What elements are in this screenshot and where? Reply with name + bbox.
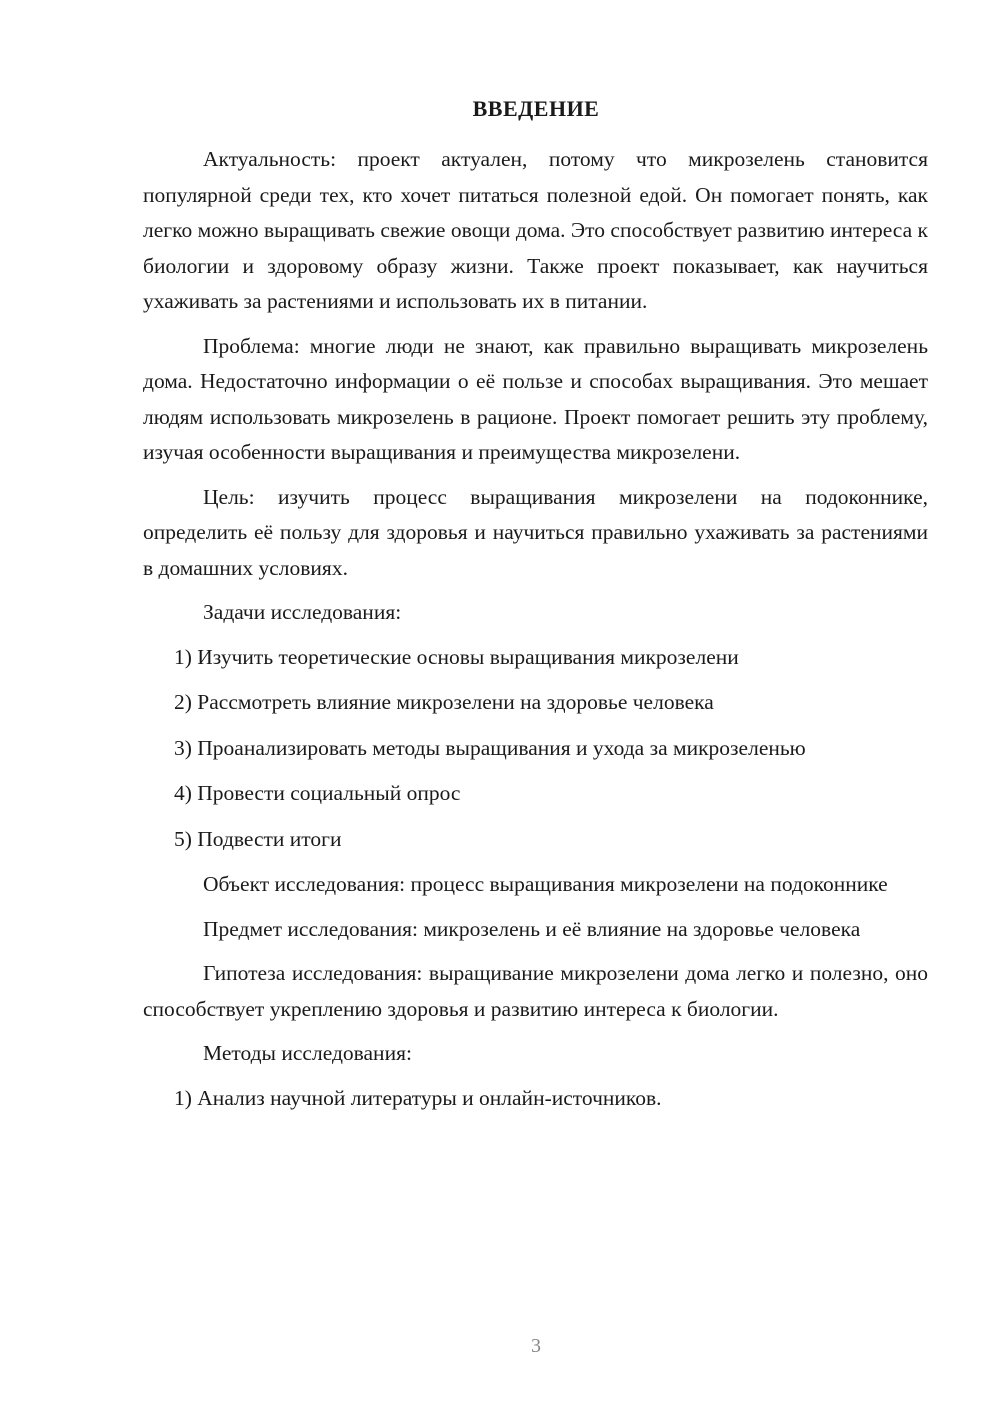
- task-item-4: 4) Провести социальный опрос: [174, 781, 461, 805]
- document-body: [143, 142, 928, 1126]
- method-item-1: 1) Анализ научной литературы и онлайн-источников.: [174, 1085, 662, 1110]
- page-number: 3: [531, 1335, 541, 1357]
- task-item-3: 3) Проанализировать методы выращивания и ухода за микрозеленью: [174, 735, 806, 760]
- methods-heading: Методы исследования:: [203, 1041, 412, 1065]
- task-item-5: 5) Подвести итоги: [174, 826, 342, 851]
- tasks-heading: Задачи исследования:: [203, 600, 402, 624]
- subject-paragraph: Предмет исследования: микрозелень и её влияние на здоровье человека: [203, 916, 861, 941]
- task-item-1: 1) Изучить теоретические основы выращивания микрозелени: [174, 644, 739, 669]
- task-item-2: 2) Рассмотреть влияние микрозелени на здоровье человека: [174, 690, 714, 714]
- object-paragraph: Объект исследования: процесс выращивания микрозелени на подоконнике: [203, 872, 888, 896]
- page-title: ВВЕДЕНИЕ: [472, 96, 600, 121]
- hypothesis-paragraph: Гипотеза исследования: выращивание микрозелени дома легко и полезно, оно способствует укреплению здоровья и развитию интереса к биологии.: [143, 961, 928, 1021]
- goal-paragraph: Цель: изучить процесс выращивания микрозелени на подоконнике, определить её пользу для здоровья и научиться правильно ухаживать за растениями в домашних условиях.: [143, 484, 928, 580]
- problem-paragraph: Проблема: многие люди не знают, как правильно выращивать микрозелень дома. Недостаточно информации о её пользе и способах выращивания. Это мешает людям использовать микрозелень в рационе. Проект помогает решить эту проблему, изучая особенности выращивания и преимущества микрозелени.: [143, 333, 928, 464]
- relevance-paragraph: Актуальность: проект актуален, потому что микрозелень становится популярной среди тех, кто хочет питаться полезной едой. Он помогает понять, как легко можно выращивать свежие овощи дома. Это способствует развитию интереса к биологии и здоровому образу жизни. Также проект показывает, как научиться ухаживать за растениями и использовать их в питании.: [143, 147, 928, 313]
